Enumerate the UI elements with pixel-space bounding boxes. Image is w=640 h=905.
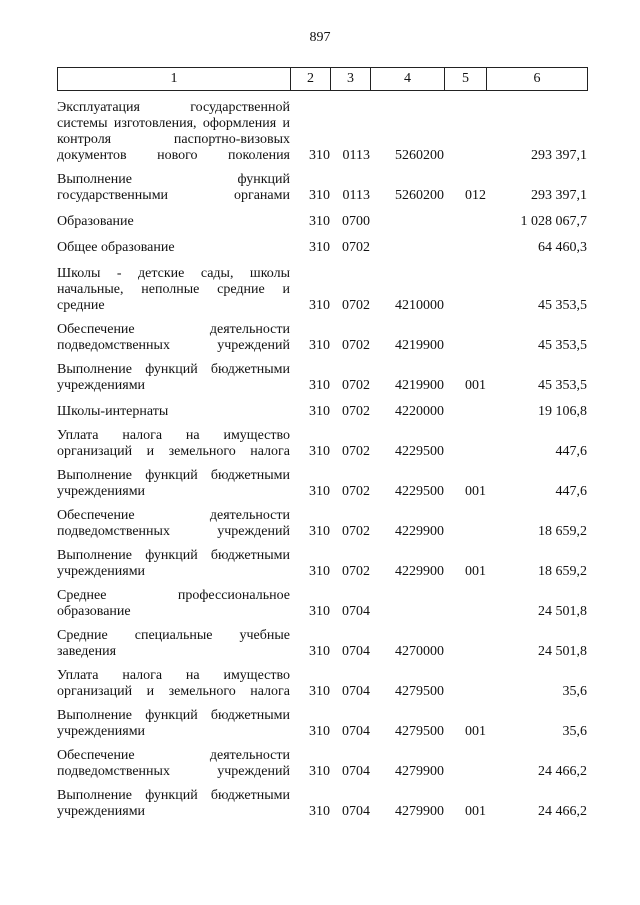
row-col-4: 4220000 — [395, 404, 444, 419]
header-col-6: 6 — [487, 68, 588, 91]
row-col-2: 310 — [309, 524, 330, 539]
header-col-5: 5 — [445, 68, 487, 91]
row-name: Уплата налога на имущество организаций и земельного налога — [57, 428, 290, 459]
row-col-2: 310 — [309, 564, 330, 579]
table-row — [57, 660, 587, 700]
row-col-2: 310 — [309, 644, 330, 659]
row-col-4: 4229900 — [395, 524, 444, 539]
row-name: Эксплуатация государственной системы изготовления, оформления и контроля паспортно-визовых документов нового поколения — [57, 100, 290, 163]
row-col-6: 447,6 — [555, 444, 587, 459]
row-name: Обеспечение деятельности подведомственных учреждений — [57, 508, 290, 539]
row-name: Общее образование — [57, 240, 175, 255]
row-col-2: 310 — [309, 684, 330, 699]
table-row — [57, 700, 587, 740]
table-row — [57, 92, 587, 164]
row-col-2: 310 — [309, 444, 330, 459]
row-col-4: 5260200 — [395, 148, 444, 163]
row-col-3: 0113 — [342, 148, 370, 163]
row-col-4: 4279900 — [395, 804, 444, 819]
row-col-2: 310 — [309, 724, 330, 739]
row-col-2: 310 — [309, 404, 330, 419]
row-col-6: 24 501,8 — [538, 604, 587, 619]
table-row — [57, 740, 587, 780]
row-name: Обеспечение деятельности подведомственных учреждений — [57, 322, 290, 353]
row-col-3: 0704 — [342, 764, 370, 779]
row-name: Уплата налога на имущество организаций и земельного налога — [57, 668, 290, 699]
table-row — [57, 420, 587, 460]
table-row — [57, 354, 587, 394]
row-col-5: 012 — [465, 188, 486, 203]
table-row — [57, 314, 587, 354]
row-col-3: 0704 — [342, 804, 370, 819]
row-name: Обеспечение деятельности подведомственных учреждений — [57, 748, 290, 779]
row-name: Выполнение функций государственными органами — [57, 172, 290, 203]
row-col-6: 64 460,3 — [538, 240, 587, 255]
row-name: Среднее профессиональное образование — [57, 588, 290, 619]
row-col-6: 18 659,2 — [538, 564, 587, 579]
row-col-4: 4279500 — [395, 684, 444, 699]
table-row — [57, 394, 587, 420]
row-col-4: 4270000 — [395, 644, 444, 659]
header-col-4: 4 — [371, 68, 445, 91]
row-name: Выполнение функций бюджетными учреждениями — [57, 362, 290, 393]
row-col-2: 310 — [309, 214, 330, 229]
row-col-6: 18 659,2 — [538, 524, 587, 539]
row-col-2: 310 — [309, 604, 330, 619]
table-row — [57, 580, 587, 620]
row-col-4: 4279900 — [395, 764, 444, 779]
row-col-3: 0702 — [342, 564, 370, 579]
row-col-6: 447,6 — [555, 484, 587, 499]
row-col-6: 45 353,5 — [538, 338, 587, 353]
row-col-4: 4229500 — [395, 484, 444, 499]
row-col-4: 4279500 — [395, 724, 444, 739]
row-col-3: 0702 — [342, 484, 370, 499]
row-col-3: 0702 — [342, 404, 370, 419]
row-col-6: 293 397,1 — [531, 188, 587, 203]
row-col-4: 4219900 — [395, 378, 444, 393]
table-row — [57, 256, 587, 314]
row-col-3: 0704 — [342, 604, 370, 619]
row-col-3: 0702 — [342, 524, 370, 539]
row-col-6: 19 106,8 — [538, 404, 587, 419]
row-col-2: 310 — [309, 148, 330, 163]
row-col-2: 310 — [309, 764, 330, 779]
row-name: Образование — [57, 214, 134, 229]
table-row — [57, 204, 587, 230]
row-col-2: 310 — [309, 804, 330, 819]
table-row — [57, 460, 587, 500]
row-col-4: 4229500 — [395, 444, 444, 459]
row-col-6: 24 501,8 — [538, 644, 587, 659]
table-header — [57, 67, 588, 91]
header-col-3: 3 — [331, 68, 371, 91]
row-name: Школы - детские сады, школы начальные, неполные средние и средние — [57, 266, 290, 313]
row-name: Выполнение функций бюджетными учреждениями — [57, 468, 290, 499]
table-row — [57, 780, 587, 820]
row-col-6: 293 397,1 — [531, 148, 587, 163]
row-col-5: 001 — [465, 484, 486, 499]
row-col-6: 24 466,2 — [538, 804, 587, 819]
row-col-6: 35,6 — [562, 724, 587, 739]
header-col-1: 1 — [58, 68, 291, 91]
row-col-6: 45 353,5 — [538, 298, 587, 313]
table-row — [57, 164, 587, 204]
row-name: Средние специальные учебные заведения — [57, 628, 290, 659]
row-col-2: 310 — [309, 338, 330, 353]
row-col-2: 310 — [309, 378, 330, 393]
table-row — [57, 620, 587, 660]
row-col-3: 0702 — [342, 378, 370, 393]
row-name: Выполнение функций бюджетными учреждениями — [57, 788, 290, 819]
row-col-5: 001 — [465, 804, 486, 819]
row-col-3: 0702 — [342, 298, 370, 313]
row-col-3: 0702 — [342, 240, 370, 255]
row-col-6: 45 353,5 — [538, 378, 587, 393]
row-name: Выполнение функций бюджетными учреждениями — [57, 548, 290, 579]
row-col-6: 24 466,2 — [538, 764, 587, 779]
header-col-2: 2 — [291, 68, 331, 91]
row-col-3: 0700 — [342, 214, 370, 229]
row-col-2: 310 — [309, 240, 330, 255]
row-col-2: 310 — [309, 188, 330, 203]
table-row — [57, 540, 587, 580]
row-col-3: 0704 — [342, 644, 370, 659]
row-col-6: 35,6 — [562, 684, 587, 699]
row-col-3: 0702 — [342, 338, 370, 353]
row-col-2: 310 — [309, 484, 330, 499]
row-col-4: 4219900 — [395, 338, 444, 353]
page-number: 897 — [309, 30, 331, 45]
row-col-3: 0704 — [342, 724, 370, 739]
row-col-5: 001 — [465, 378, 486, 393]
row-col-4: 4229900 — [395, 564, 444, 579]
row-col-5: 001 — [465, 564, 486, 579]
row-col-5: 001 — [465, 724, 486, 739]
table-row — [57, 500, 587, 540]
row-col-4: 4210000 — [395, 298, 444, 313]
row-col-2: 310 — [309, 298, 330, 313]
row-col-3: 0702 — [342, 444, 370, 459]
table-body — [57, 92, 587, 820]
row-col-3: 0704 — [342, 684, 370, 699]
table-row — [57, 230, 587, 256]
row-name: Выполнение функций бюджетными учреждениями — [57, 708, 290, 739]
row-col-3: 0113 — [342, 188, 370, 203]
row-col-4: 5260200 — [395, 188, 444, 203]
row-name: Школы-интернаты — [57, 404, 169, 419]
row-col-6: 1 028 067,7 — [520, 214, 587, 229]
